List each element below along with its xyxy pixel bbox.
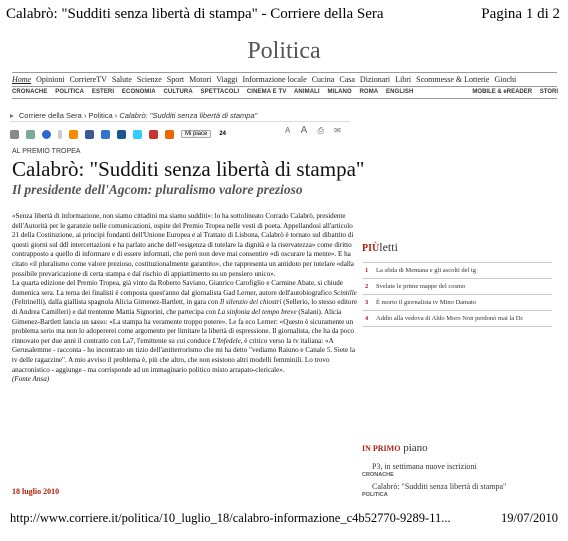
primary-nav <box>12 75 519 84</box>
nav2-milano[interactable]: MILANO <box>327 89 352 95</box>
email-page-icon[interactable]: ✉ <box>334 126 341 135</box>
article-date: 18 luglio 2010 <box>12 487 60 496</box>
nav-item-informazione-locale[interactable]: Informazione locale <box>242 75 307 84</box>
most-read-item[interactable]: 2 Svelate le prime mappe del cosmo <box>362 278 552 294</box>
nav2-mobile-ereader[interactable]: MOBILE & eREADER <box>472 89 533 95</box>
nav-item-giochi[interactable]: Giochi <box>494 75 517 84</box>
book-title: Scintille <box>333 288 357 297</box>
book-title: La sinfonia del tempo breve <box>217 307 297 316</box>
nav2-politica[interactable]: POLITICA <box>55 89 85 95</box>
okno-icon[interactable] <box>149 130 158 139</box>
nav2-economia[interactable]: ECONOMIA <box>121 89 156 95</box>
nav2-english[interactable]: ENGLISH <box>386 89 414 95</box>
like-button[interactable]: Mi piace <box>181 130 211 138</box>
nav-bottom-divider <box>12 98 557 99</box>
page-url: http://www.corriere.it/politica/10_luglio_18/calabro-informazione_c4b52770-9289-11... <box>10 511 451 525</box>
breadcrumb-arrow-icon: ▸ <box>10 111 14 120</box>
nav-item-cucina[interactable]: Cucina <box>311 75 335 84</box>
nav2-spettacoli[interactable]: SPETTACOLI <box>200 89 240 95</box>
nav-middle-divider <box>12 86 557 87</box>
nav-item-scommesse[interactable]: Scommesse & Lotterie <box>416 75 490 84</box>
section-title: Politica <box>247 38 321 64</box>
nav2-roma[interactable]: ROMA <box>359 89 379 95</box>
breadcrumb-home[interactable]: Corriere della Sera <box>18 111 82 120</box>
article-title: Calabrò: "Sudditi senza libertà di stampa" <box>12 157 365 181</box>
in-primo-item-category: CRONACHE <box>362 472 394 478</box>
breadcrumb-current: Calabrò: "Sudditi senza libertà di stampa" <box>119 111 258 120</box>
nav2-cultura[interactable]: CULTURA <box>163 89 193 95</box>
breadcrumb-separator: › <box>114 111 120 120</box>
article-paragraph-2: La quarta edizione del Premio Tropea, già vinto da Roberto Saviano, Gianrico Carofiglio e Carmine Abate, si chiude domenica sera. La terna dei finalisti è composta quest'anno dal giornalista Gad Lerner, autore dell'autobiografico Scintille (Feltrinelli), dalla giallista spagnola Alicia Gimenez-Bartlett, in gara con Il silenzio dei chiostri (Sellerio, lo stesso editore di Andrea Camilleri) e dal trentenne Mattia Signorini, che partecipa con La sinfonia del tempo breve (Salani). Alicia Gimenez-Bartlett lancia un sasso: «La stampa ha veramente troppo potere». Le fa eco Lerner: «Questo è sicuramente un problema serio ma non lo adopererei come argomento per limitare la libertà di espressione. Il giornalista, che ha da poco rinnovato per due anni il contratto con La7, l'emittente su cui conduce L'Infedele, è critico verso la tv italiana: «A Gerusalemme - racconta - ho incontrato un tizio dell'antiterrorismo che mi ha detto "vediamo Raiuno e Canale 5. Siete la tv delle ragazzine". A mio avviso il problema è, più che altro, che non esistono altri modelli femminili. Lo trovo anacronistico - aggiunge - ma corrisponde ad un immaginario politico misto arrapato-clericale». <box>12 279 357 374</box>
digg-icon[interactable] <box>117 130 126 139</box>
nav-item-opinioni[interactable]: Opinioni <box>36 75 65 84</box>
in-primo-item-category: POLITICA <box>362 492 388 498</box>
nav-item-scienze[interactable]: Scienze <box>136 75 162 84</box>
print-icon[interactable] <box>10 130 19 139</box>
share-toolbar <box>10 125 226 137</box>
article-body <box>12 212 357 385</box>
share-icon[interactable] <box>58 130 62 139</box>
nav-item-viaggi[interactable]: Viaggi <box>216 75 238 84</box>
twitter-icon[interactable] <box>133 130 142 139</box>
book-title: Il silenzio dei chiostri <box>219 298 282 307</box>
nav2-esteri[interactable]: ESTERI <box>91 89 115 95</box>
text-tools <box>285 125 349 136</box>
article-source: (Fonte Ansa) <box>12 375 50 384</box>
nav2-animali[interactable]: ANIMALI <box>293 89 320 95</box>
nav2-cronache[interactable]: CRONACHE <box>12 89 48 95</box>
print-date: 19/07/2010 <box>501 511 558 525</box>
nav2-stori[interactable]: STORI <box>539 89 558 95</box>
breadcrumb <box>10 111 257 120</box>
most-read-heading: PIÙletti <box>362 240 398 254</box>
nav-top-divider <box>12 72 557 73</box>
article-paragraph-1: «Senza libertà di informazione, non siamo cittadini ma siamo sudditi»: lo ha sottolineato Corrado Calabrò, presidente dell'Autorità per le garanzie nelle comunicazioni, ospite del Premio Tropea nelle vesti di poeta. Appellandosi all'articolo 21 della Costituzione, ai principi fondanti dell'Unione Europea e al Trattato di Lisbona, Calabrò è tornato sul dibattito di questi giorni sul ddl intercettazioni e ha parlato anche dell'«esigenza di tutelare la dignità e la riservatezza» come diritto contrapposto a quello di informare e di essere informati, che però non deve mai consentire «di oscurare la mente». E ha citato «il pluralismo come valore prezioso, costituzionalmente garantito», che rappresenta un antidoto per tutelare «dalla possibile prevaricazione di certa stampa e dal rischio di appiattimento su un pensiero unico». <box>12 212 354 278</box>
in-primo-item-link[interactable]: Calabrò: "Sudditi senza libertà di stampa" <box>372 482 507 491</box>
in-primo-item-link[interactable]: P3, in settimana nuove iscrizioni <box>372 462 477 471</box>
nav-item-home[interactable]: Home <box>12 75 32 84</box>
nav-item-casa[interactable]: Casa <box>339 75 355 84</box>
breadcrumb-politica[interactable]: Politica <box>88 111 113 120</box>
rss-icon[interactable] <box>69 130 78 139</box>
document-title: Calabrò: "Sudditi senza libertà di stampa" - Corriere della Sera <box>6 6 384 22</box>
print-page-icon[interactable]: ⎙ <box>317 126 324 135</box>
refresh-icon[interactable] <box>42 130 51 139</box>
text-size-increase[interactable]: A <box>300 125 308 136</box>
nav2-cinema-tv[interactable]: CINEMA E TV <box>246 89 287 95</box>
article-kicker: AL PREMIO TROPEA <box>12 148 81 155</box>
breadcrumb-separator: › <box>83 111 89 120</box>
nav-item-sport[interactable]: Sport <box>166 75 185 84</box>
facebook-icon[interactable] <box>85 130 94 139</box>
most-read-item[interactable]: 1 La sfida di Mentana e gli ascolti del tg <box>362 262 552 278</box>
most-read-list <box>362 262 552 327</box>
secondary-nav <box>12 89 419 95</box>
nav-item-motori[interactable]: Motori <box>189 75 212 84</box>
crumb-divider <box>10 121 350 122</box>
nav-item-libri[interactable]: Libri <box>395 75 412 84</box>
text-size-decrease[interactable]: A <box>285 126 291 135</box>
most-read-item[interactable]: 3 È morto il giornalista tv Mino Damato <box>362 294 552 310</box>
delicious-icon[interactable] <box>101 130 110 139</box>
page-counter: Pagina 1 di 2 <box>481 6 560 22</box>
nav-item-dizionari[interactable]: Dizionari <box>359 75 391 84</box>
nav-item-salute[interactable]: Salute <box>111 75 132 84</box>
article-subtitle: Il presidente dell'Agcom: pluralismo valore prezioso <box>12 182 303 197</box>
secondary-nav-right <box>466 89 558 95</box>
tv-show-title: L'Infedele <box>212 336 241 345</box>
like-count: 24 <box>219 131 227 138</box>
email-icon[interactable] <box>26 130 35 139</box>
nav-item-corrieretv[interactable]: CorriereTV <box>69 75 107 84</box>
most-read-item[interactable]: 4 Addio alla vedova di Aldo Moro Non perdonò mai la Dc <box>362 310 552 327</box>
plus-icon[interactable] <box>165 130 174 139</box>
in-primo-piano-heading: IN PRIMO piano <box>362 442 428 454</box>
